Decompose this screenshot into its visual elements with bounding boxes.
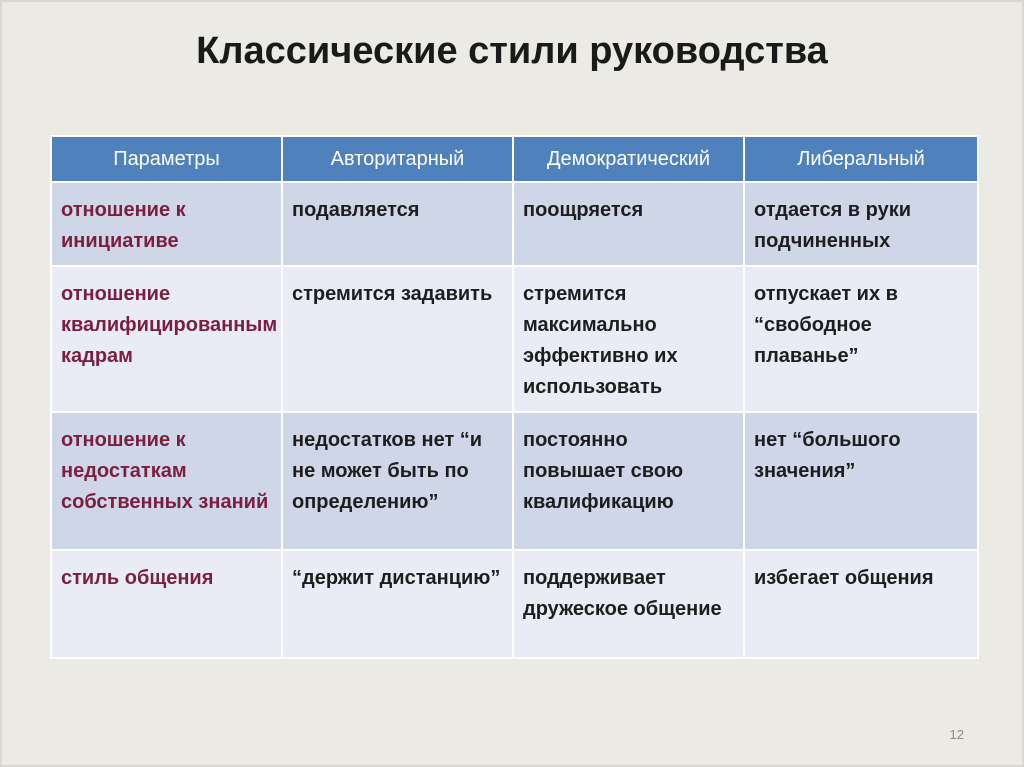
header-democratic: Демократический xyxy=(513,136,744,182)
table-row xyxy=(51,412,978,550)
table-row xyxy=(51,182,978,266)
page-number: 12 xyxy=(949,727,964,742)
cell-liberal: отпускает их в “свободное плаванье” xyxy=(744,266,978,412)
cell-democratic: поощряется xyxy=(513,182,744,266)
cell-liberal: отдается в руки подчиненных xyxy=(744,182,978,266)
table-header-row xyxy=(51,136,978,182)
cell-liberal: избегает общения xyxy=(744,550,978,658)
cell-authoritarian: “держит дистанцию” xyxy=(282,550,513,658)
cell-authoritarian: стремится задавить xyxy=(282,266,513,412)
slide-title: Классические стили руководства xyxy=(196,30,828,72)
cell-authoritarian: недостатков нет “и не может быть по определению” xyxy=(282,412,513,550)
header-parameters: Параметры xyxy=(51,136,282,182)
table-row xyxy=(51,550,978,658)
table-row xyxy=(51,266,978,412)
row-parameter: отношение к недостаткам собственных знаний xyxy=(51,412,282,550)
row-parameter: отношение к инициативе xyxy=(51,182,282,266)
leadership-styles-table xyxy=(50,135,979,659)
cell-liberal: нет “большого значения” xyxy=(744,412,978,550)
cell-democratic: постоянно повышает свою квалификацию xyxy=(513,412,744,550)
cell-democratic: стремится максимально эффективно их использовать xyxy=(513,266,744,412)
cell-authoritarian: подавляется xyxy=(282,182,513,266)
row-parameter: отношение квалифицированным кадрам xyxy=(51,266,282,412)
header-liberal: Либеральный xyxy=(744,136,978,182)
header-authoritarian: Авторитарный xyxy=(282,136,513,182)
cell-democratic: поддерживает дружеское общение xyxy=(513,550,744,658)
row-parameter: стиль общения xyxy=(51,550,282,658)
